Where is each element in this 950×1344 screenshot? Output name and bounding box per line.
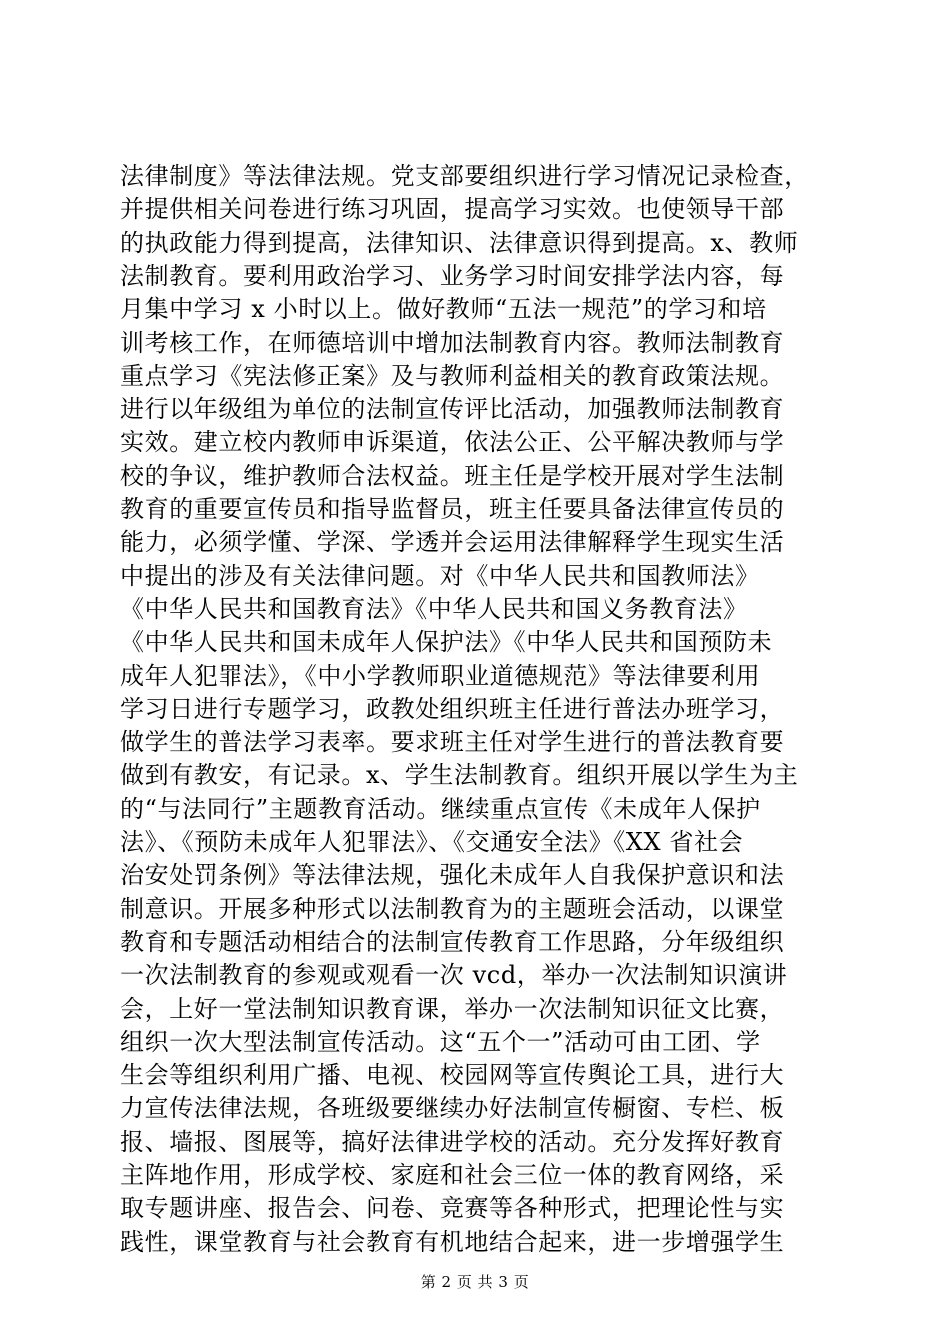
text-line: 会，上好一堂法制知识教育课，举办一次法制知识征文比赛，	[120, 994, 785, 1023]
text-line: 训考核工作，在师德培训中增加法制教育内容。教师法制教育	[120, 328, 785, 357]
text-line: 《中华人民共和国未成年人保护法》《中华人民共和国预防未	[120, 628, 773, 657]
text-line: 月集中学习 x 小时以上。做好教师“五法一规范”的学习和培	[120, 295, 767, 324]
text-line: 并提供相关问卷进行练习巩固，提高学习实效。也使领导干部	[120, 195, 785, 224]
text-line: 重点学习《宪法修正案》及与教师利益相关的教育政策法规。	[120, 361, 785, 390]
text-line: 做学生的普法学习表率。要求班主任对学生进行的普法教育要	[120, 728, 785, 757]
text-line: 制意识。开展多种形式以法制教育为的主题班会活动，以课堂	[120, 894, 785, 923]
text-line: 法律制度》等法律法规。党支部要组织进行学习情况记录检查，	[120, 162, 809, 190]
text-line: 的执政能力得到提高，法律知识、法律意识得到提高。x、教师	[120, 228, 799, 257]
text-line: 教育和专题活动相结合的法制宣传教育工作思路，分年级组织	[120, 927, 785, 956]
text-line: 能力，必须学懂、学深、学透并会运用法律解释学生现实生活	[120, 528, 785, 557]
text-line: 力宣传法律法规，各班级要继续办好法制宣传橱窗、专栏、板	[120, 1094, 785, 1123]
text-line: 的“与法同行”主题教育活动。继续重点宣传《未成年人保护	[120, 794, 761, 823]
text-line: 生会等组织利用广播、电视、校园网等宣传舆论工具，进行大	[120, 1061, 785, 1090]
text-line: 校的争议，维护教师合法权益。班主任是学校开展对学生法制	[120, 461, 785, 490]
text-line: 做到有教安，有记录。x、学生法制教育。组织开展以学生为主	[120, 761, 799, 790]
text-line: 组织一次大型法制宣传活动。这“五个一”活动可由工团、学	[120, 1027, 761, 1056]
text-line: 践性，课堂教育与社会教育有机地结合起来，进一步增强学生	[120, 1227, 785, 1256]
text-line: 进行以年级组为单位的法制宣传评比活动，加强教师法制教育	[120, 395, 785, 424]
text-line: 《中华人民共和国教育法》《中华人民共和国义务教育法》	[120, 594, 748, 623]
page-footer: 第 2 页 共 3 页	[420, 1273, 530, 1291]
text-line: 一次法制教育的参观或观看一次 vcd，举办一次法制知识演讲	[120, 961, 788, 990]
text-line: 主阵地作用，形成学校、家庭和社会三位一体的教育网络，采	[120, 1161, 785, 1189]
text-line: 实效。建立校内教师申诉渠道，依法公正、公平解决教师与学	[120, 428, 785, 457]
text-line: 报、墙报、图展等，搞好法律进学校的活动。充分发挥好教育	[120, 1127, 785, 1156]
text-line: 取专题讲座、报告会、问卷、竞赛等各种形式，把理论性与实	[120, 1194, 785, 1223]
text-line: 学习日进行专题学习，政教处组织班主任进行普法办班学习，	[120, 694, 785, 723]
text-line: 治安处罚条例》等法律法规，强化未成年人自我保护意识和法	[120, 861, 785, 890]
text-line: 中提出的涉及有关法律问题。对《中华人民共和国教师法》	[120, 561, 760, 590]
text-line: 教育的重要宣传员和指导监督员，班主任要具备法律宣传员的	[120, 495, 785, 523]
text-line: 法制教育。要利用政治学习、业务学习时间安排学法内容，每	[120, 261, 785, 290]
text-line: 成年人犯罪法》，《中小学教师职业道德规范》等法律要利用	[120, 661, 761, 690]
text-line: 法》、《预防未成年人犯罪法》、《交通安全法》《XX 省社会	[120, 828, 744, 856]
